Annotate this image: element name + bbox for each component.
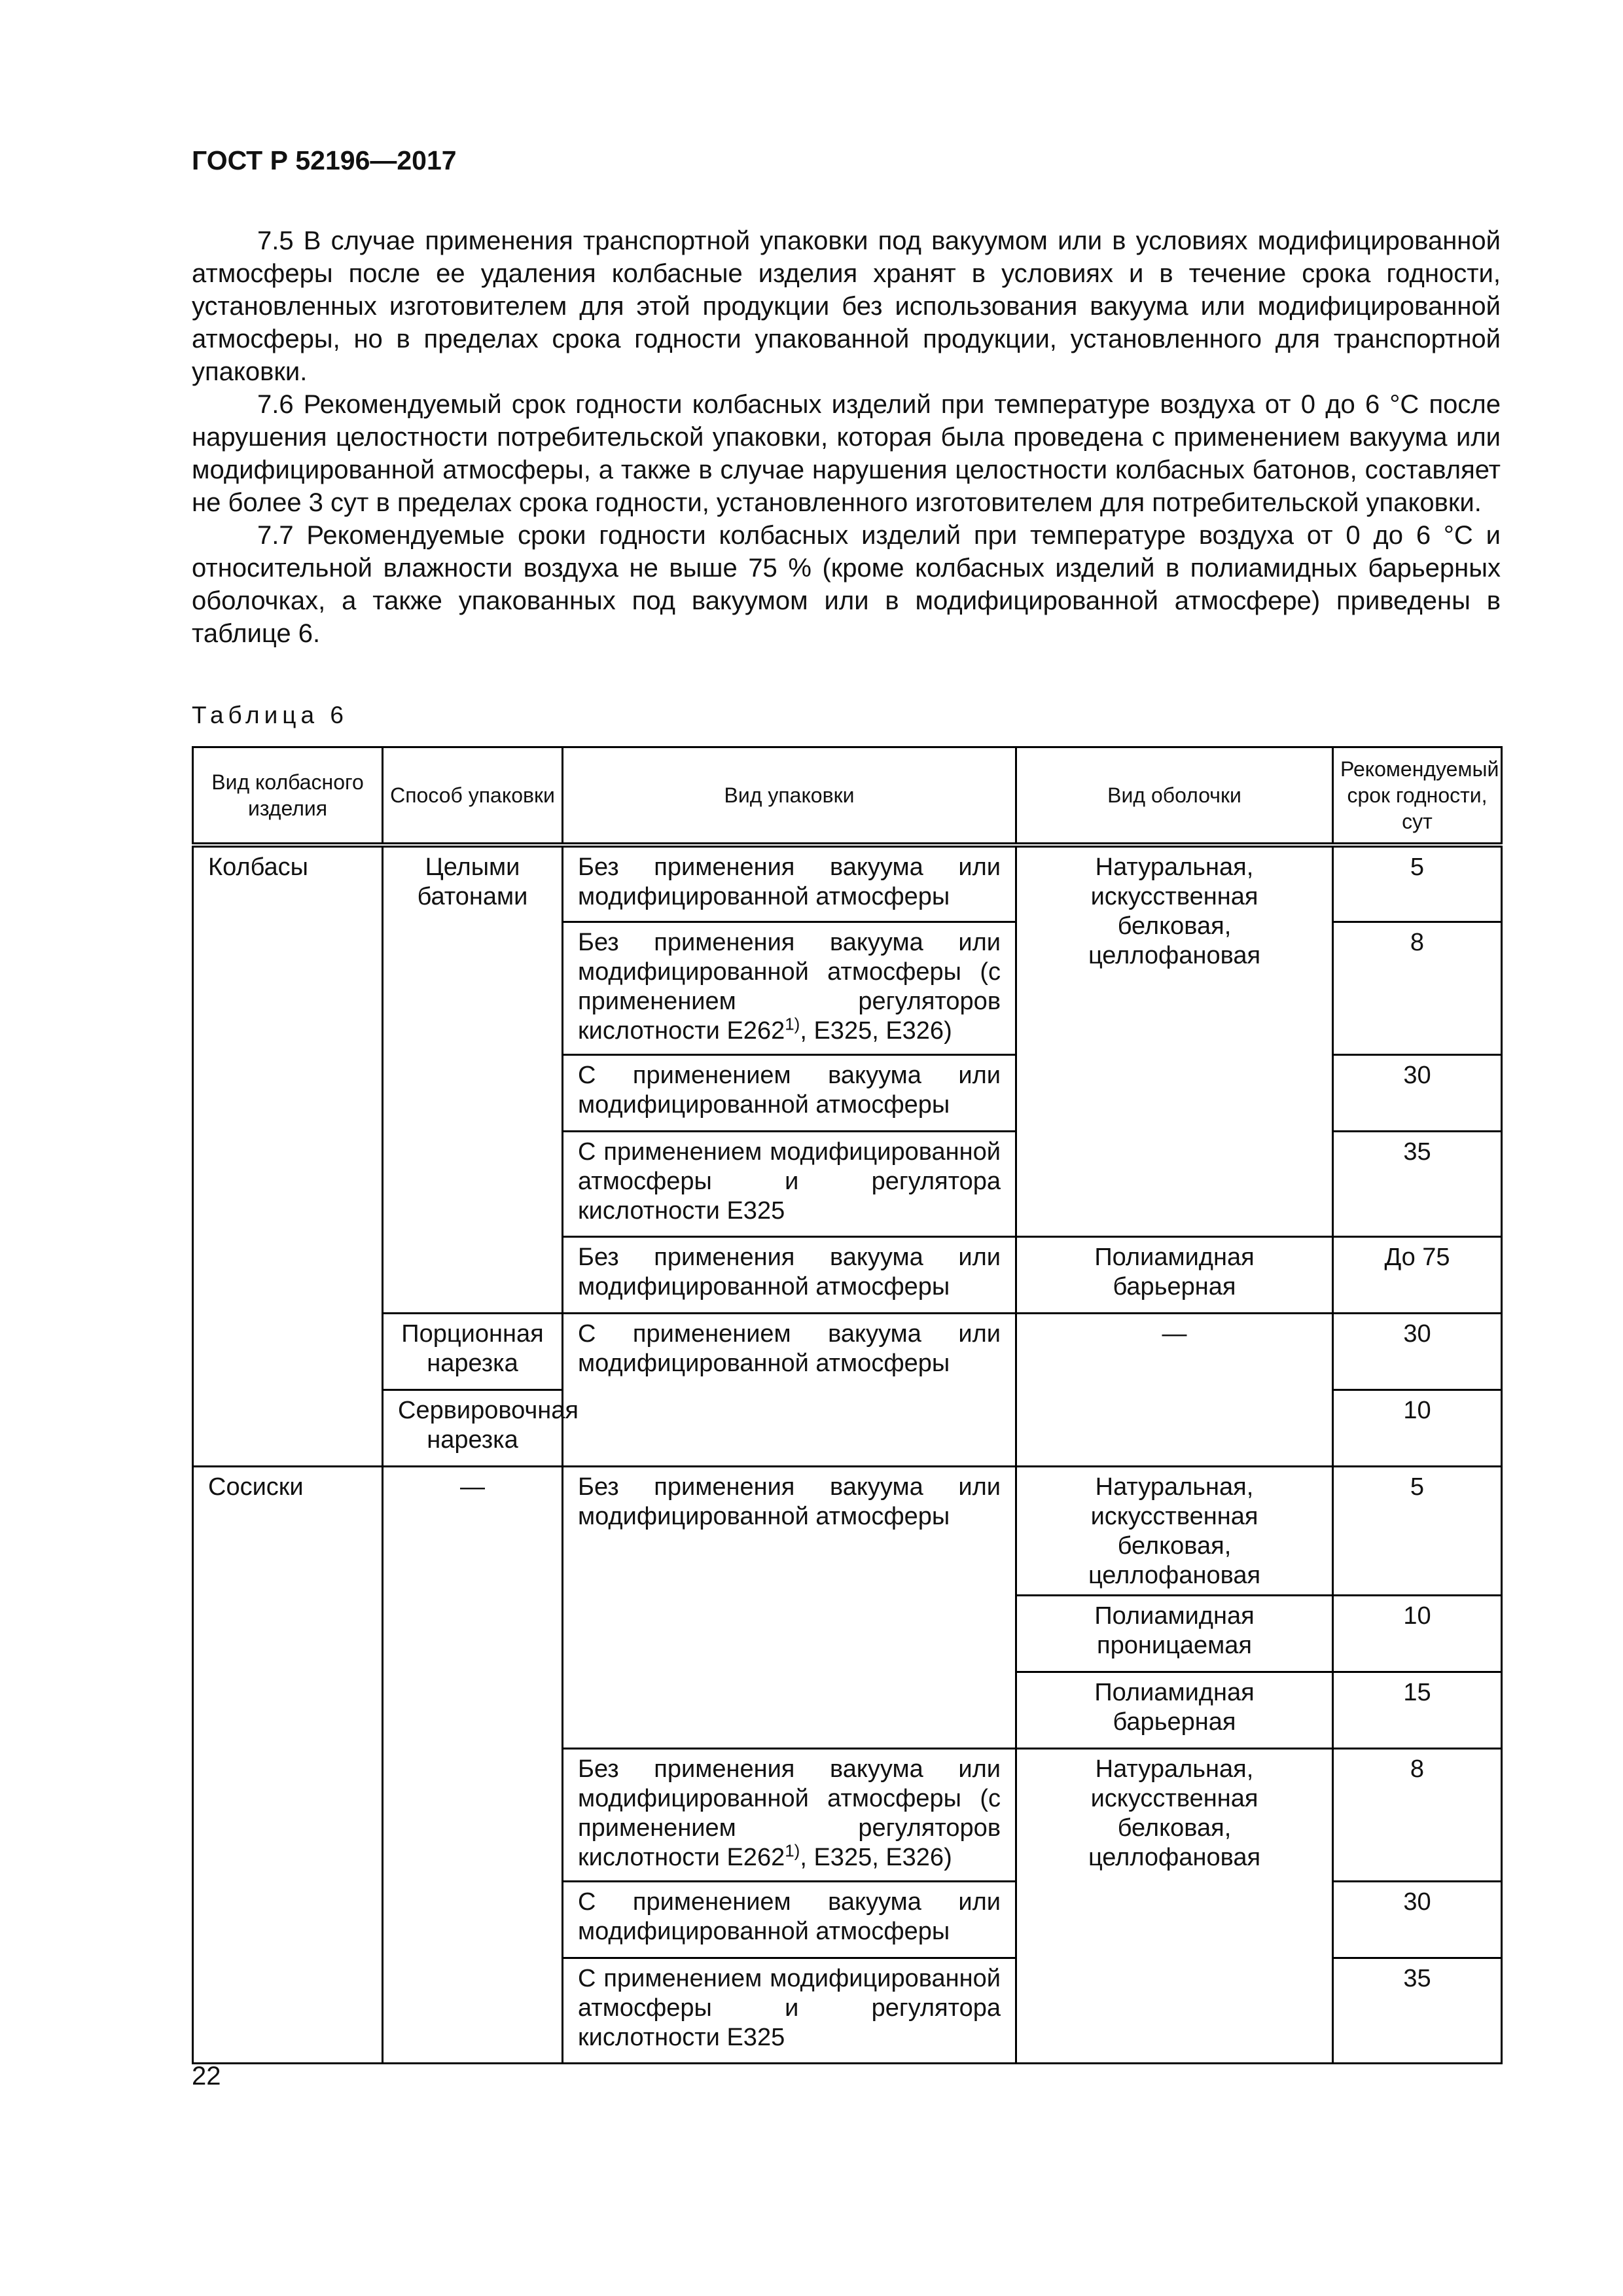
cell-term: 10 <box>1333 1595 1502 1672</box>
header-term: Рекомендуемый срок годности, сут <box>1333 747 1502 846</box>
cell-shell: Полиамидная барьерная <box>1016 1672 1333 1748</box>
cell-pack: Без применения вакуума или модифицированной атмосферы <box>563 1236 1016 1313</box>
cell-pack: С применением вакуума или модифицированной атмосферы <box>563 1054 1016 1131</box>
footnote-marker: 1) <box>785 1840 800 1860</box>
cell-pack <box>563 1748 1016 1881</box>
cell-pack: С применением модифицированной атмосферы и регулятора кислотности Е325 <box>563 1131 1016 1236</box>
cell-way-portion: Порционная нарезка <box>383 1313 563 1390</box>
paragraph-7-5: 7.5 В случае применения транспортной упаковки под вакуумом или в условиях модифицированной атмосферы после ее удаления колбасные изделия хранят в условиях и в течение срока годности, установленных изготовителем для этой продукции без использования вакуума или модифицированной атмосферы, но в пределах срока годности упакованной продукции, установленного для транспортной упаковки. <box>192 226 1501 386</box>
cell-term: 5 <box>1333 1466 1502 1595</box>
cell-pack-text: Без применения вакуума или модифицированной атмосферы (с применением регуляторов кислотности Е262 <box>578 1755 1001 1871</box>
table-caption: Таблица 6 <box>192 702 348 728</box>
header-shell: Вид оболочки <box>1016 747 1333 846</box>
cell-shell: Натуральная, искусственная белковая, целлофановая <box>1016 1748 1333 2063</box>
cell-pack: С применением вакуума или модифицированной атмосферы <box>563 1313 1016 1466</box>
table-row <box>193 1313 1502 1390</box>
cell-term: 8 <box>1333 1748 1502 1881</box>
cell-shell: — <box>1016 1313 1333 1466</box>
paragraph-7-7: 7.7 Рекомендуемые сроки годности колбасных изделий при температуре воздуха от 0 до 6 °С и относительной влажности воздуха не выше 75 % (кроме колбасных изделий в полиамидных барьерных оболочках, а также упакованных под вакуумом или в модифицированной атмосфере) приведены в таблице 6. <box>192 521 1501 648</box>
header-pack: Вид упаковки <box>563 747 1016 846</box>
cell-way-serving: Сервировочная нарезка <box>383 1390 563 1466</box>
cell-term: 8 <box>1333 922 1502 1054</box>
cell-term: 5 <box>1333 845 1502 922</box>
cell-way-dash: — <box>383 1466 563 2063</box>
page-number: 22 <box>192 2062 221 2090</box>
table-header-row <box>193 747 1502 846</box>
cell-kind-sosiski: Сосиски <box>193 1466 383 2063</box>
cell-shell: Полиамидная барьерная <box>1016 1236 1333 1313</box>
paragraph-7-6: 7.6 Рекомендуемый срок годности колбасных изделий при температуре воздуха от 0 до 6 °С после нарушения целостности потребительской упаковки, которая была проведена с применением вакуума или модифицированной атмосферы, а также в случае нарушения целостности колбасных батонов, составляет не более 3 сут в пределах срока годности, установленного изготовителем для потребительской упаковки. <box>192 390 1501 517</box>
cell-term: 30 <box>1333 1313 1502 1390</box>
cell-term: 35 <box>1333 1131 1502 1236</box>
cell-pack: Без применения вакуума или модифицированной атмосферы <box>563 845 1016 922</box>
cell-term: 10 <box>1333 1390 1502 1466</box>
cell-kind-kolbasy: Колбасы <box>193 845 383 1466</box>
cell-term: 15 <box>1333 1672 1502 1748</box>
table-row <box>193 1466 1502 1595</box>
cell-shell: Полиамидная проницаемая <box>1016 1595 1333 1672</box>
cell-shell: Натуральная, искусственная белковая, целлофановая <box>1016 1466 1333 1595</box>
cell-pack: С применением модифицированной атмосферы и регулятора кислотности Е325 <box>563 1958 1016 2063</box>
cell-pack: Без применения вакуума или модифицированной атмосферы <box>563 1466 1016 1748</box>
cell-term: До 75 <box>1333 1236 1502 1313</box>
footnote-marker: 1) <box>785 1013 800 1033</box>
document-header: ГОСТ Р 52196—2017 <box>192 145 457 175</box>
cell-pack <box>563 922 1016 1054</box>
shelf-life-table <box>192 746 1503 2064</box>
body-text <box>192 224 1501 650</box>
cell-shell: Натуральная, искусственная белковая, целлофановая <box>1016 845 1333 1236</box>
table-row <box>193 845 1502 922</box>
cell-pack: С применением вакуума или модифицированной атмосферы <box>563 1881 1016 1958</box>
cell-term: 30 <box>1333 1054 1502 1131</box>
cell-term: 35 <box>1333 1958 1502 2063</box>
cell-pack-text: , Е325, Е326) <box>800 1843 952 1871</box>
cell-term: 30 <box>1333 1881 1502 1958</box>
header-kind: Вид колбасного изделия <box>193 747 383 846</box>
cell-way-whole: Целыми батонами <box>383 845 563 1313</box>
cell-pack-text: Без применения вакуума или модифицированной атмосферы (с применением регуляторов кислотности Е262 <box>578 928 1001 1045</box>
cell-pack-text: , Е325, Е326) <box>800 1016 952 1045</box>
header-way: Способ упаковки <box>383 747 563 846</box>
